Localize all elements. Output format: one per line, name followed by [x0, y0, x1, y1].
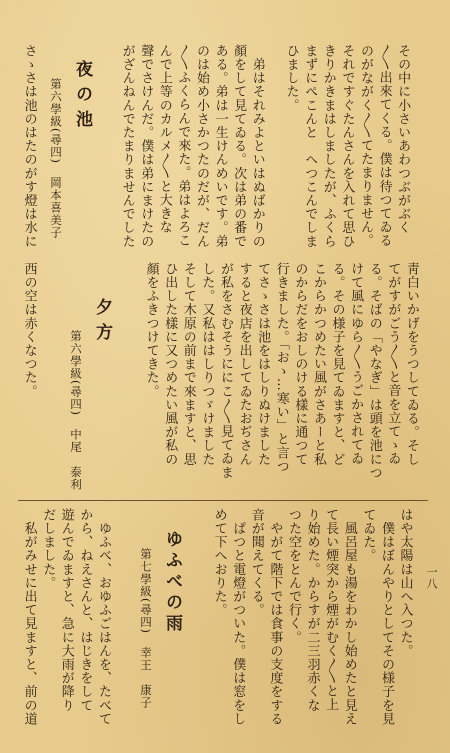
essay-continuation: 靑白いかげをうつしてゐる。そし てがすがごう〳〵と音を立てゝゐ る。そばの「やなぎ」は頭を池につ けて風にゆら〳〵うごかされてゐ る。その様子を見てゐますと、ど こからかつめたい風がさあーと私 のからだをおしのける樣に通つて 行きました。「おゝ…寒い」と言つ てさゝさは池をはしりぬけました すると夜店を出してゐたおぢさん が私をさむそうににこ〳〵見てゐま した。又私ははしりつゞけました そして木原の前まで來ますと、思 ひ出した樣に又つめたい風が私の 顏をふきつけてきた。	[143, 262, 419, 480]
section-divider	[18, 500, 428, 501]
poem-body-yube-no-ame: ゆふべ、おゆふごはんを、たべて から、ねえさんと、はじきをして 遊んでゐますと、急に大雨が降り だしました。 私がみせに出て見ますと、前の道	[21, 508, 111, 726]
poem-title-yube-no-ame: ゆふべの雨	[162, 530, 182, 635]
yugata-continuation: はや太陽は山へ入つた。 僕はぼんやりとしてその様子を見 てゐた。 風呂屋も湯をわかし始めたと見え て長い煙突から煙がむく〳〵と上 り始めた。からすが二三羽赤くな つた空をとんで行く。 やがて階下では食事の支度をする 音が聞えてくる。 ぱつと電燈がついた。僕は窓をし めて下へおりた。	[211, 508, 413, 726]
essay-paragraph-a: その中に小さいあわつぶがぶく 〳〵出來てくる。僕は待つてゐる のがながく〳〵てたまりません。 それですぐたんさんを入れて思ひ きりかきまはしましたが、ふくら まずにぺこんと へつこんでしま ひました。	[283, 44, 411, 248]
poem-title-yoru-no-ike: 夜の池	[72, 60, 92, 135]
poem-body-yoru-no-ike: さゝさは池のはたのがす燈は水に	[21, 44, 37, 248]
byline-nakao: 第六學級(尋四) 中尾 泰利	[69, 330, 83, 491]
essay-paragraph-b: 弟はそれみよといはぬばかりの 顏をして見てゐる。次は弟の番で ある。弟は一生けんめいです。弟 のは始め小さかつたのだが、だん 〳〵ふくらんで來た。弟はよろこ んで上等のカルメ〳〵と大きな 聲でさけんだ。僕は弟にまけたの がざんねんでたまりませんでした	[119, 44, 265, 248]
page-number: 一八	[425, 566, 438, 590]
byline-koo: 第七學級(尋四) 幸王 康子	[139, 548, 153, 709]
poem-title-yugata: 夕方	[92, 298, 112, 348]
byline-okamoto: 第六學級(尋四) 岡本喜美子	[49, 78, 63, 239]
poem-body-yugata: 西の空は赤くなつた。	[21, 262, 37, 398]
